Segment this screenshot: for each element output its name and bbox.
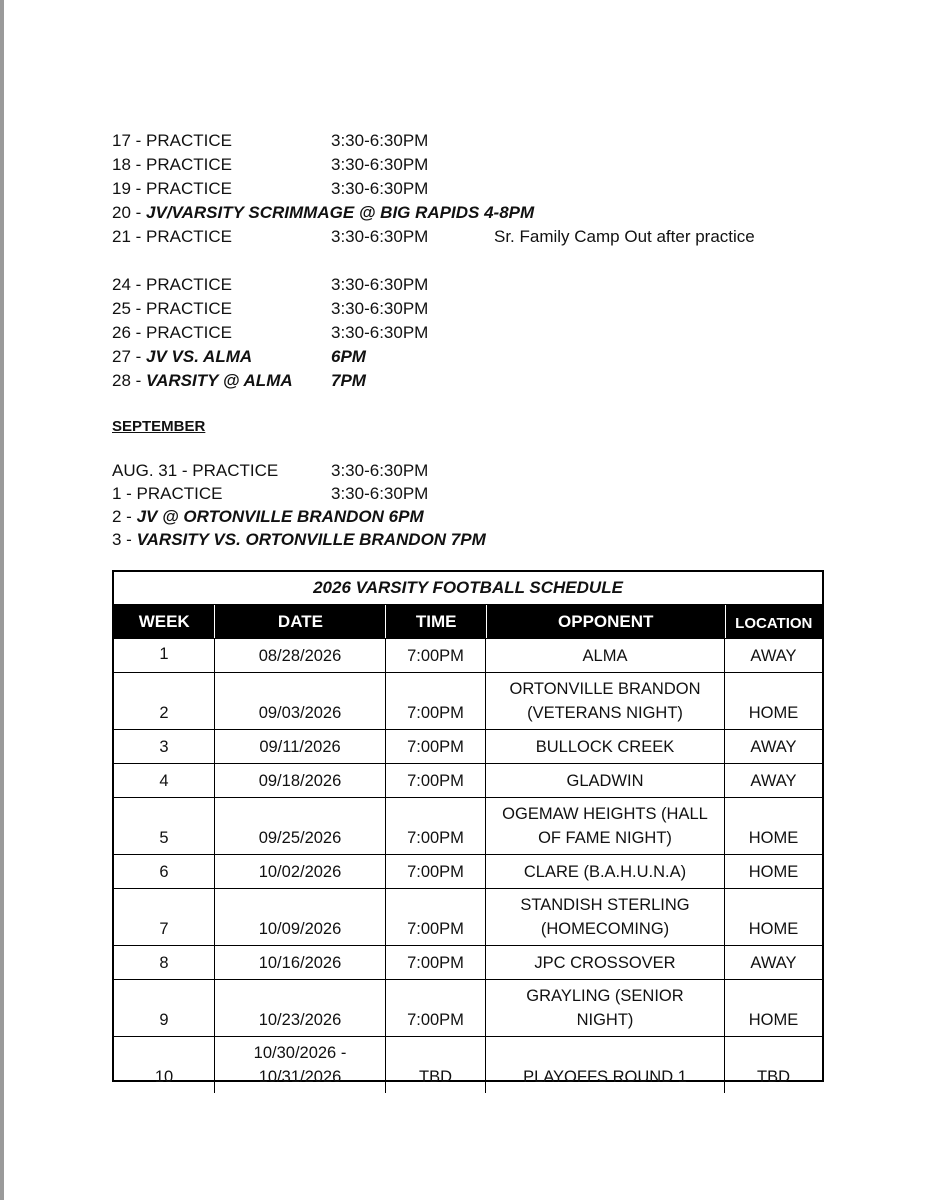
line-time: 3:30-6:30PM: [331, 323, 429, 342]
opponent-text: GRAYLING (SENIOR NIGHT): [526, 987, 684, 1029]
header-date: DATE: [215, 605, 386, 638]
line-note: Sr. Family Camp Out after practice: [494, 227, 755, 246]
opponent-cell: ALMA: [486, 639, 725, 672]
week-cell: 9: [114, 980, 215, 1036]
opponent-text: ORTONVILLE BRANDON (VETERANS NIGHT): [509, 680, 701, 722]
table-header-row: [114, 605, 822, 638]
time-cell: 7:00PM: [386, 980, 486, 1036]
time-cell: 7:00PM: [386, 764, 486, 797]
varsity-schedule-table: [112, 570, 824, 1086]
date-cell: 09/18/2026: [215, 764, 386, 797]
date-cell: 09/03/2026: [215, 673, 386, 729]
line-label: 18 - PRACTICE: [112, 155, 232, 174]
table-row: [114, 729, 822, 763]
line-label: 3 -: [112, 530, 137, 549]
line-time: 3:30-6:30PM: [331, 299, 429, 318]
line-time: 3:30-6:30PM: [331, 461, 429, 480]
table-row: [114, 1036, 822, 1093]
opponent-cell: [486, 798, 725, 854]
table-row: [114, 797, 822, 854]
location-cell: HOME: [748, 863, 799, 881]
date-line-end: 10/31/2026: [258, 1068, 342, 1086]
month-heading-september: SEPTEMBER: [112, 418, 206, 435]
time-cell: TBD: [386, 1037, 486, 1093]
table-title: 2026 VARSITY FOOTBALL SCHEDULE: [114, 572, 822, 605]
week-cell: 3: [114, 730, 215, 763]
date-cell: 09/11/2026: [215, 730, 386, 763]
date-cell: 10/16/2026: [215, 946, 386, 979]
date-cell: 09/25/2026: [215, 798, 386, 854]
line-event: JV/VARSITY SCRIMMAGE @ BIG RAPIDS 4-8PM: [146, 203, 535, 222]
week-cell: 4: [114, 764, 215, 797]
time-cell: 7:00PM: [386, 639, 486, 672]
line-time: 3:30-6:30PM: [331, 131, 429, 150]
line-event: VARSITY VS. ORTONVILLE BRANDON 7PM: [136, 530, 486, 549]
opponent-cell: BULLOCK CREEK: [486, 730, 725, 763]
table-row: [114, 945, 822, 979]
line-time: 3:30-6:30PM: [331, 275, 429, 294]
table-row: [114, 854, 822, 888]
week-cell: 7: [114, 889, 215, 945]
line-label: 21 - PRACTICE: [112, 227, 232, 246]
line-label: 20 -: [112, 203, 147, 222]
location-cell: AWAY: [750, 738, 797, 756]
week-cell: 1: [114, 639, 215, 672]
table-row: [114, 672, 822, 729]
time-cell: 7:00PM: [386, 730, 486, 763]
line-event-time: 7PM: [331, 371, 366, 390]
header-time: TIME: [386, 605, 486, 638]
time-cell: 7:00PM: [386, 889, 486, 945]
location-cell: HOME: [748, 829, 799, 847]
schedule-line-sep3: [112, 528, 486, 552]
date-cell: 10/09/2026: [215, 889, 386, 945]
line-label: 25 - PRACTICE: [112, 299, 232, 318]
opponent-text: STANDISH STERLING (HOMECOMING): [520, 896, 690, 938]
date-cell: 08/28/2026: [215, 639, 386, 672]
week-cell: 8: [114, 946, 215, 979]
line-label: 17 - PRACTICE: [112, 131, 232, 150]
week-cell: 5: [114, 798, 215, 854]
date-cell: [215, 1037, 386, 1093]
time-cell: 7:00PM: [386, 855, 486, 888]
line-event-time: 6PM: [331, 347, 366, 366]
location-cell: AWAY: [750, 954, 797, 972]
date-cell: 10/02/2026: [215, 855, 386, 888]
line-label: 28 -: [112, 371, 147, 390]
line-time: 3:30-6:30PM: [331, 179, 429, 198]
location-cell: TBD: [757, 1068, 790, 1086]
opponent-cell: CLARE (B.A.H.U.N.A): [486, 855, 725, 888]
location-cell: AWAY: [750, 647, 797, 665]
opponent-cell: JPC CROSSOVER: [486, 946, 725, 979]
line-time: 3:30-6:30PM: [331, 155, 429, 174]
date-cell: 10/23/2026: [215, 980, 386, 1036]
week-cell: 10: [114, 1037, 215, 1093]
header-week: WEEK: [114, 605, 215, 638]
opponent-cell: [486, 673, 725, 729]
line-label: 24 - PRACTICE: [112, 275, 232, 294]
line-event: JV @ ORTONVILLE BRANDON 6PM: [136, 507, 424, 526]
table-row: [114, 888, 822, 945]
opponent-cell: PLAYOFFS ROUND 1: [486, 1037, 725, 1093]
table-row: [114, 638, 822, 672]
line-label: 26 - PRACTICE: [112, 323, 232, 342]
schedule-line-28: [112, 369, 366, 393]
line-event: JV VS. ALMA: [146, 347, 253, 366]
line-label: 1 - PRACTICE: [112, 484, 223, 503]
time-cell: 7:00PM: [386, 798, 486, 854]
location-cell: HOME: [748, 920, 799, 938]
opponent-text: OGEMAW HEIGHTS (HALL OF FAME NIGHT): [502, 805, 708, 847]
schedule-line-27: [112, 345, 366, 369]
line-label: 27 -: [112, 347, 147, 366]
opponent-cell: [486, 980, 725, 1036]
line-label: AUG. 31 - PRACTICE: [112, 461, 279, 480]
week-cell: 2: [114, 673, 215, 729]
week-cell: 6: [114, 855, 215, 888]
opponent-cell: [486, 889, 725, 945]
schedule-line-sep2: [112, 505, 424, 529]
location-cell: AWAY: [750, 772, 797, 790]
line-label: 2 -: [112, 507, 137, 526]
time-cell: 7:00PM: [386, 946, 486, 979]
time-cell: 7:00PM: [386, 673, 486, 729]
line-time: 3:30-6:30PM: [331, 227, 429, 246]
line-event: VARSITY @ ALMA: [146, 371, 293, 390]
location-cell: HOME: [748, 1011, 799, 1029]
table-row: [114, 763, 822, 797]
opponent-cell: GLADWIN: [486, 764, 725, 797]
schedule-line-20: [112, 201, 534, 225]
line-time: 3:30-6:30PM: [331, 484, 429, 503]
date-line-start: 10/30/2026 -: [253, 1044, 347, 1062]
line-label: 19 - PRACTICE: [112, 179, 232, 198]
table-row: [114, 979, 822, 1036]
header-location: LOCATION: [735, 614, 813, 632]
header-opponent: OPPONENT: [487, 605, 726, 638]
location-cell: HOME: [748, 704, 799, 722]
page-edge: [0, 0, 4, 1200]
